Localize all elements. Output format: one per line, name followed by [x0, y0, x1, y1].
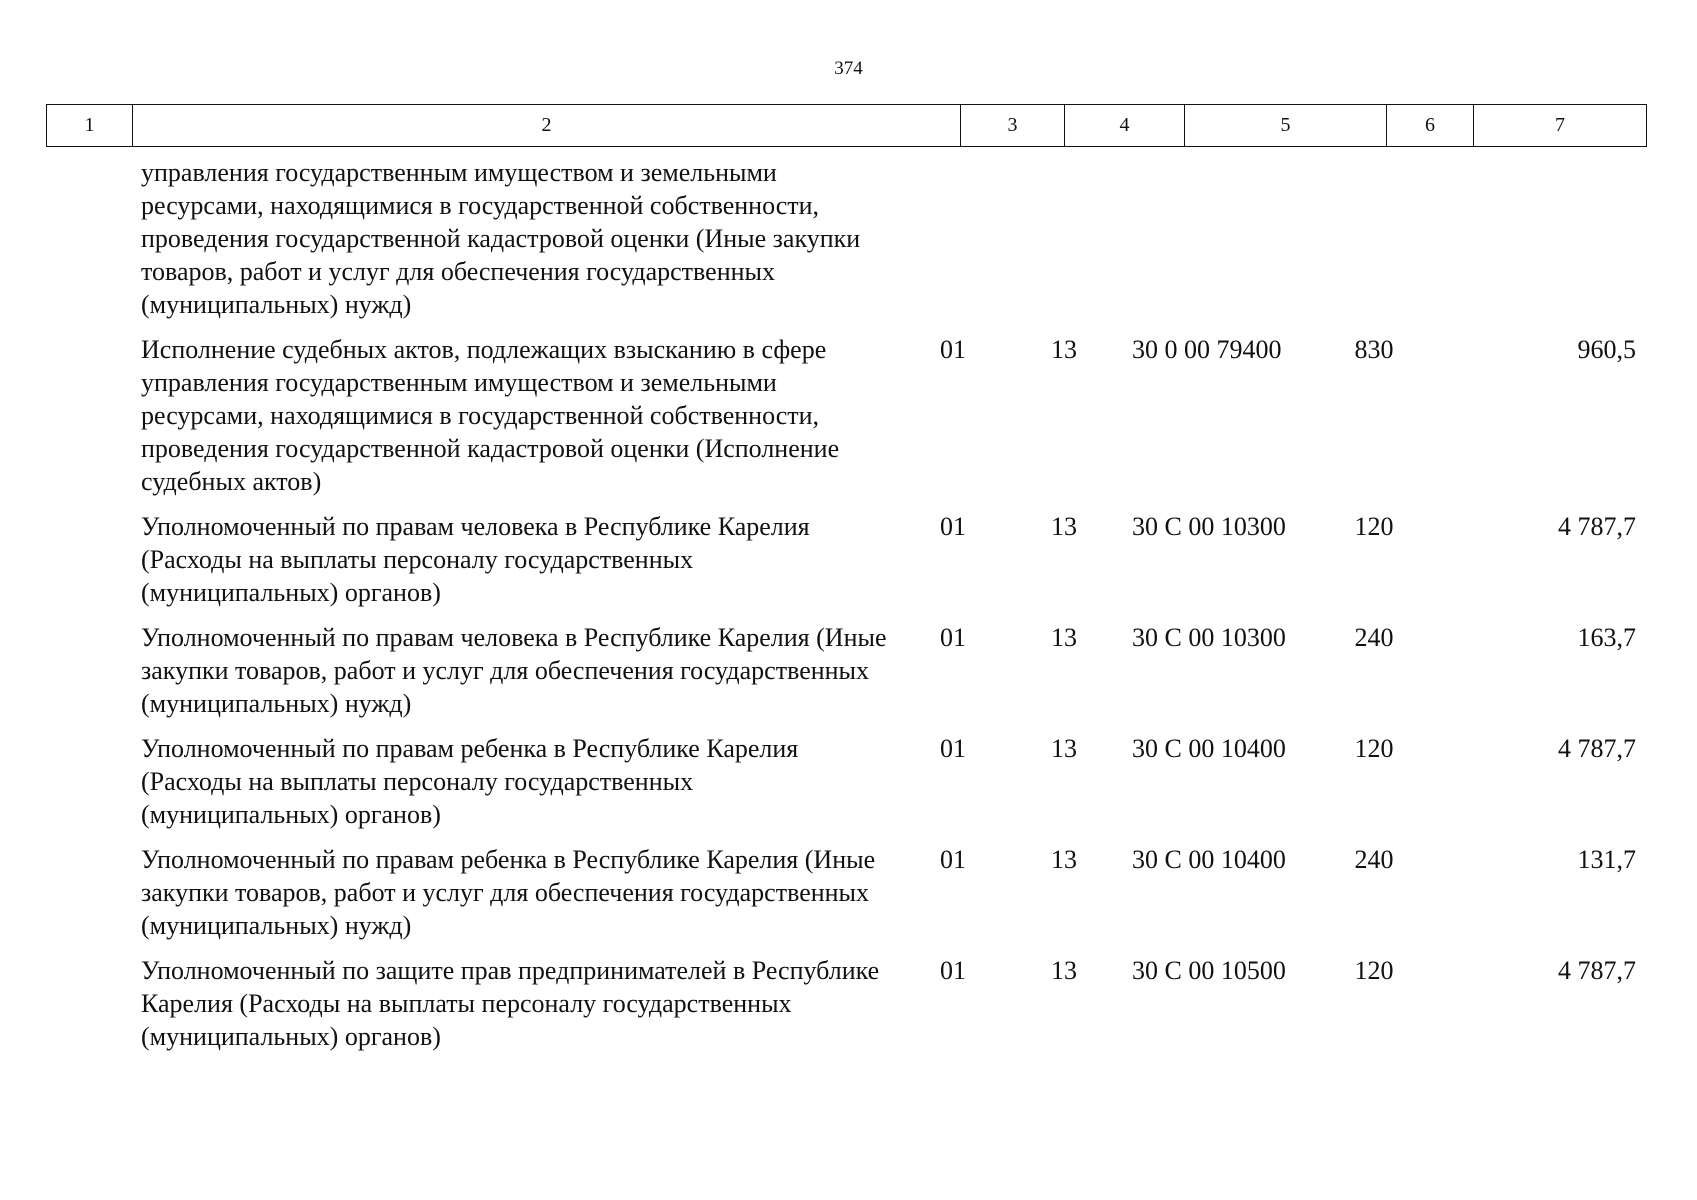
table-row	[46, 156, 1646, 333]
budget-table-body	[46, 156, 1646, 1065]
row-name: Уполномоченный по защите прав предпринимателей в Республике Карелия (Расходы на выплаты персоналу государственных (муниципальных) органов)	[141, 956, 880, 1051]
row-name: Уполномоченный по правам ребенка в Республике Карелия (Расходы на выплаты персоналу государственных (муниципальных) органов)	[141, 734, 799, 829]
table-row	[46, 621, 1646, 732]
row-expense-type: 120	[1354, 512, 1394, 541]
header-cell-4: 4	[1065, 105, 1185, 147]
row-name: Уполномоченный по правам ребенка в Республике Карелия (Иные закупки товаров, работ и услуг для обеспечения государственных (муниципальных) нужд)	[141, 845, 876, 940]
row-expense-type: 120	[1354, 734, 1394, 763]
column-number-header	[46, 104, 1647, 147]
row-name: Исполнение судебных актов, подлежащих взысканию в сфере управления государственным имуществом и земельными ресурсами, находящимися в государственной собственности, проведения государственной кадастровой оценки (Исполнение судебных актов)	[141, 335, 840, 496]
row-section	[902, 156, 1004, 333]
row-expense-type: 830	[1354, 335, 1394, 364]
row-subsection: 13	[1051, 623, 1077, 652]
header-cell-1: 1	[47, 105, 133, 147]
row-expense-type	[1332, 156, 1416, 333]
row-amount: 163,7	[1577, 623, 1636, 652]
header-cell-3: 3	[961, 105, 1065, 147]
row-name: Уполномоченный по правам человека в Республике Карелия (Расходы на выплаты персоналу государственных (муниципальных) органов)	[141, 512, 810, 607]
row-amount: 4 787,7	[1558, 956, 1636, 985]
row-section: 01	[940, 512, 966, 541]
row-expense-type: 120	[1354, 956, 1394, 985]
row-target-article: 30 0 00 79400	[1132, 335, 1282, 364]
row-name: управления государственным имуществом и земельными ресурсами, находящимися в государственной собственности, проведения государственной кадастровой оценки (Иные закупки товаров, работ и услуг для обеспечения государственных (муниципальных) нужд)	[141, 158, 861, 319]
row-subsection: 13	[1051, 512, 1077, 541]
row-amount: 4 787,7	[1558, 734, 1636, 763]
row-section: 01	[940, 623, 966, 652]
row-subsection: 13	[1051, 845, 1077, 874]
row-amount: 131,7	[1577, 845, 1636, 874]
header-row	[47, 105, 1647, 147]
row-target-article: 30 С 00 10300	[1132, 623, 1286, 652]
row-target-article: 30 С 00 10400	[1132, 734, 1286, 763]
row-expense-type: 240	[1354, 845, 1394, 874]
row-expense-type: 240	[1354, 623, 1394, 652]
table-row	[46, 333, 1646, 510]
row-target-article: 30 С 00 10400	[1132, 845, 1286, 874]
header-cell-5: 5	[1185, 105, 1387, 147]
header-cell-2: 2	[133, 105, 961, 147]
page-number: 374	[834, 58, 863, 79]
budget-table	[46, 156, 1646, 1065]
row-section: 01	[940, 335, 966, 364]
row-amount: 960,5	[1577, 335, 1636, 364]
row-subsection: 13	[1051, 956, 1077, 985]
row-section: 01	[940, 956, 966, 985]
row-section: 01	[940, 845, 966, 874]
row-subsection: 13	[1051, 734, 1077, 763]
row-section: 01	[940, 734, 966, 763]
row-target-article: 30 С 00 10300	[1132, 512, 1286, 541]
row-subsection	[1004, 156, 1124, 333]
row-amount: 4 787,7	[1558, 512, 1636, 541]
table-row	[46, 510, 1646, 621]
header-cell-7: 7	[1474, 105, 1647, 147]
table-row	[46, 843, 1646, 954]
row-amount	[1416, 156, 1646, 333]
table-row	[46, 954, 1646, 1065]
row-subsection: 13	[1051, 335, 1077, 364]
header-cell-6: 6	[1387, 105, 1474, 147]
table-row	[46, 732, 1646, 843]
row-target-article	[1124, 156, 1332, 333]
row-name: Уполномоченный по правам человека в Республике Карелия (Иные закупки товаров, работ и услуг для обеспечения государственных (муниципальных) нужд)	[141, 623, 887, 718]
row-target-article: 30 С 00 10500	[1132, 956, 1286, 985]
